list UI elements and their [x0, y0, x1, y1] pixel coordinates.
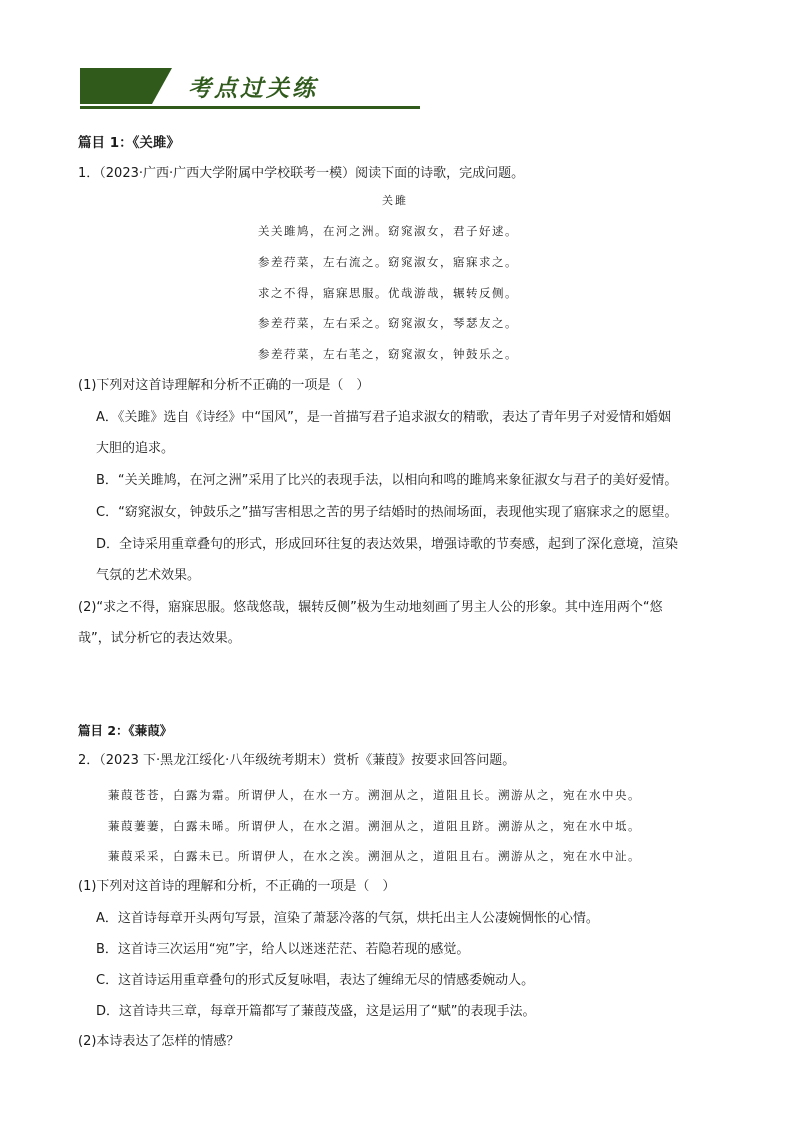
option-d-continued: 气氛的艺术效果。	[96, 568, 201, 583]
question-1-1-stem: (1)下列对这首诗理解和分析不正确的一项是（ ）	[78, 378, 370, 393]
poem-1-line: 关关雎鸠，在河之洲。窈窕淑女，君子好逑。	[258, 224, 518, 238]
option-c: C．“窈窕淑女，钟鼓乐之”描写害相思之苦的男子结婚时的热闹场面，表现他实现了寤寐求之的愿望。	[96, 505, 678, 520]
option-d: D．全诗采用重章叠句的形式，形成回环往复的表达效果，增强诗歌的节奏感，起到了深化意境，渲染	[96, 537, 679, 552]
poem-2-line: 蒹葭萋萋，白露未晞。所谓伊人，在水之湄。溯洄从之，道阻且跻。溯游从之，宛在水中坻。	[108, 819, 641, 833]
question-2-1-stem: (1)下列对这首诗的理解和分析，不正确的一项是（ ）	[78, 879, 396, 894]
question-1-2-line: 哉”，试分析它的表达效果。	[78, 631, 241, 646]
option-c: C．这首诗运用重章叠句的形式反复咏唱，表达了缠绵无尽的情感委婉动人。	[96, 973, 535, 988]
poem-1-line: 求之不得，寤寐思服。优哉游哉，辗转反侧。	[258, 286, 518, 300]
section-1-heading: 篇目 1：《关雎》	[78, 135, 180, 151]
section-2-heading: 篇目 2：《蒹葭》	[78, 723, 173, 738]
poem-2-line: 蒹葭采采，白露未已。所谓伊人，在水之涘。溯洄从之，道阻且右。溯游从之，宛在水中沚。	[108, 849, 641, 863]
option-a-continued: 大胆的追求。	[96, 441, 175, 456]
question-1-intro: 1．（2023·广西·广西大学附属中学校联考一模）阅读下面的诗歌，完成问题。	[78, 166, 525, 181]
poem-1-line: 参差荇菜，左右芼之，窈窕淑女，钟鼓乐之。	[258, 347, 518, 361]
option-a: A．《关雎》选自《诗经》中“国风”，是一首描写君子追求淑女的精歌，表达了青年男子对爱情和婚姻	[96, 410, 671, 425]
option-b: B．“关关雎鸠，在河之洲”采用了比兴的表现手法，以相向和鸣的雎鸠来象征淑女与君子的美好爱情。	[96, 473, 678, 488]
poem-1-line: 参差荇菜，左右采之。窈窕淑女，琴瑟友之。	[258, 316, 518, 330]
question-2-2-stem: (2)本诗表达了怎样的情感？	[78, 1034, 240, 1049]
banner-underline	[80, 106, 420, 109]
poem-1-line: 参差荇菜，左右流之。窈窕淑女，寤寐求之。	[258, 255, 518, 269]
question-2-intro: 2．（2023 下·黑龙江绥化·八年级统考期末）赏析《蒹葭》按要求回答问题。	[78, 753, 516, 768]
question-1-2-line: (2)“求之不得，寤寐思服。悠哉悠哉，辗转反侧”极为生动地刻画了男主人公的形象。其中连用两个“悠	[78, 600, 663, 615]
poem-1-title: 关雎	[382, 194, 408, 207]
banner-title: 考点过关练	[188, 75, 318, 102]
section-banner	[80, 68, 420, 112]
option-d: D．这首诗共三章，每章开篇都写了蒹葭茂盛，这是运用了“赋”的表现手法。	[96, 1004, 536, 1019]
option-b: B．这首诗三次运用“宛”字，给人以迷迷茫茫、若隐若现的感觉。	[96, 942, 470, 957]
banner-tab-shape	[80, 68, 152, 104]
option-a: A．这首诗每章开头两句写景，渲染了萧瑟冷落的气氛，烘托出主人公凄婉惆怅的心情。	[96, 911, 599, 926]
poem-2-line: 蒹葭苍苍，白露为霜。所谓伊人，在水一方。溯洄从之，道阻且长。溯游从之，宛在水中央。	[108, 788, 641, 802]
